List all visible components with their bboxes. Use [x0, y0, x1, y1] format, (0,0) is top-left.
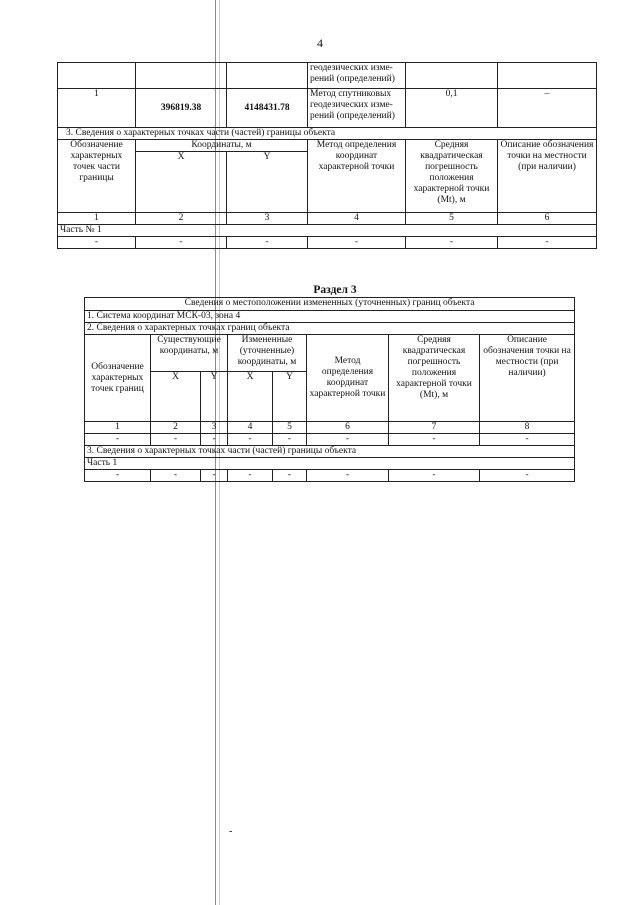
- changed-boundaries-table: [84, 297, 575, 482]
- empty-cell: -: [480, 434, 575, 446]
- col-number: 6: [307, 422, 389, 434]
- method-cell: Метод спутниковых геодезических изме-рений (определений): [308, 89, 406, 128]
- header-description: Описание обозначения точки на местности (при наличии): [480, 335, 575, 422]
- col-number: 4: [228, 422, 273, 434]
- table-row: [85, 311, 575, 323]
- header-accuracy: Средняя квадратическая погрешность положения характерной точки (Mt), м: [406, 140, 498, 213]
- header-designation: Обозначение характерных точек части границы: [58, 140, 136, 213]
- empty-cell: -: [307, 470, 389, 482]
- table-row: [85, 298, 575, 311]
- header-coordinates: Координаты, м: [136, 140, 308, 152]
- column-number-row: [58, 213, 597, 225]
- header-row: [58, 140, 597, 152]
- header-y: Y: [273, 372, 307, 422]
- header-method: Метод определения координат характерной точки: [308, 140, 406, 213]
- point-number: 1: [58, 89, 136, 128]
- empty-cell: -: [58, 237, 136, 249]
- empty-cell: -: [228, 434, 273, 446]
- coordinate-system: 1. Система координат МСК-03, зона 4: [85, 311, 575, 323]
- coord-y: 4148431.78: [227, 89, 308, 128]
- col-number: 6: [498, 213, 597, 225]
- col-number: 1: [85, 422, 151, 434]
- header-x: X: [136, 152, 227, 213]
- empty-cell: -: [85, 434, 151, 446]
- empty-cell: -: [308, 237, 406, 249]
- empty-cell: -: [136, 237, 227, 249]
- header-existing-coords: Существующие координаты, м: [151, 335, 228, 372]
- col-number: 5: [273, 422, 307, 434]
- empty-cell: -: [389, 434, 480, 446]
- header-accuracy: Средняя квадратическая погрешность положения характерной точки (Mt), м: [389, 335, 480, 422]
- header-designation: Обозначение характерных точек границ: [85, 335, 151, 422]
- table-row: [58, 225, 597, 237]
- header-changed-coords: Измененные (уточненные) координаты, м: [228, 335, 307, 372]
- col-number: 2: [136, 213, 227, 225]
- empty-cell: -: [307, 434, 389, 446]
- accuracy-cell: 0,1: [406, 89, 498, 128]
- empty-cell: -: [273, 470, 307, 482]
- section-heading: 3. Сведения о характерных точках части (частей) границы объекта: [58, 128, 597, 140]
- table-caption: Сведения о местоположении измененных (уточненных) границ объекта: [85, 298, 575, 311]
- empty-cell: -: [228, 470, 273, 482]
- col-number: 2: [151, 422, 201, 434]
- empty-cell: -: [85, 470, 151, 482]
- header-x: X: [151, 372, 201, 422]
- empty-cell: -: [227, 237, 308, 249]
- description-cell: –: [498, 89, 597, 128]
- col-number: 3: [227, 213, 308, 225]
- col-number: 5: [406, 213, 498, 225]
- empty-cell: -: [201, 470, 228, 482]
- table-row: [85, 446, 575, 458]
- header-x: X: [228, 372, 273, 422]
- header-y: Y: [227, 152, 308, 213]
- page-number: 4: [317, 36, 323, 50]
- header-row: [85, 335, 575, 372]
- empty-cell: -: [498, 237, 597, 249]
- part-label: Часть № 1: [58, 225, 597, 237]
- table-row: [58, 89, 597, 128]
- empty-cell: -: [201, 434, 228, 446]
- empty-cell: -: [273, 434, 307, 446]
- section-heading: 2. Сведения о характерных точках границ объекта: [85, 323, 575, 335]
- table-row: [85, 434, 575, 446]
- table-row: [85, 470, 575, 482]
- col-number: 4: [308, 213, 406, 225]
- column-number-row: [85, 422, 575, 434]
- empty-cell: -: [389, 470, 480, 482]
- header-method: Метод определения координат характерной точки: [307, 335, 389, 422]
- table-row: [85, 458, 575, 470]
- table-row: [58, 128, 597, 140]
- section-heading: 3. Сведения о характерных точках части (частей) границы объекта: [85, 446, 575, 458]
- col-number: 7: [389, 422, 480, 434]
- empty-cell: -: [151, 434, 201, 446]
- empty-cell: -: [406, 237, 498, 249]
- col-number: 3: [201, 422, 228, 434]
- table-row: [58, 237, 597, 249]
- table-row: [58, 63, 597, 89]
- coord-x: 396819.38: [136, 89, 227, 128]
- header-y: Y: [201, 372, 228, 422]
- empty-cell: -: [480, 470, 575, 482]
- header-description: Описание обозначения точки на местности (при наличии): [498, 140, 597, 213]
- table-row: [85, 323, 575, 335]
- part-label: Часть 1: [85, 458, 575, 470]
- characteristic-points-table: [57, 62, 597, 249]
- col-number: 8: [480, 422, 575, 434]
- section-title: Раздел 3: [313, 284, 357, 296]
- col-number: 1: [58, 213, 136, 225]
- method-cell: геодезических изме-рений (определений): [308, 63, 406, 89]
- empty-cell: -: [151, 470, 201, 482]
- footer-mark: -: [229, 826, 233, 837]
